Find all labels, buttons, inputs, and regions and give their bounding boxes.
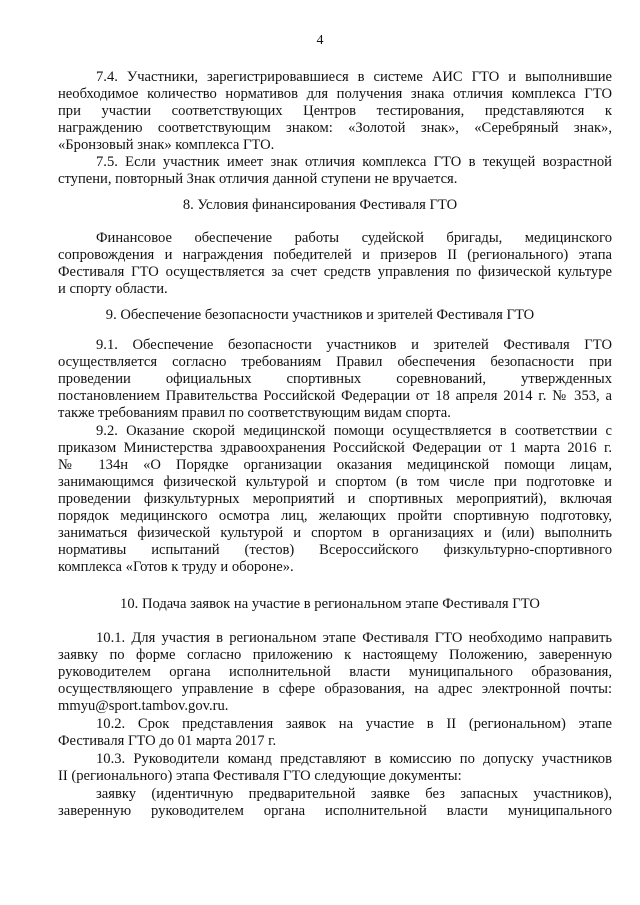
paragraph-line: осуществляющего управление в сфере образования, на адрес электронной почты: [58,681,612,697]
paragraph-line: необходимое количество нормативов для получения знака отличия комплекса ГТО [58,86,612,102]
paragraph-line: заявку (идентичную предварительной заявке без запасных участников), [96,786,612,802]
paragraph-line: 10.1. Для участия в региональном этапе Фестиваля ГТО необходимо направить [96,630,612,646]
paragraph-line: ступени, повторный Знак отличия данной ступени не вручается. [58,171,458,187]
paragraph-line: 10.2. Срок представления заявок на участие в II (региональном) этапе [96,716,612,732]
paragraph-line: постановлением Правительства Российской Федерации от 18 апреля 2014 г. № 353, а [58,388,612,404]
paragraph-line: 7.5. Если участник имеет знак отличия комплекса ГТО в текущей возрастной [96,154,612,170]
paragraph-line: Финансовое обеспечение работы судейской бригады, медицинского [96,230,612,246]
paragraph-line: II (регионального) этапа Фестиваля ГТО следующие документы: [58,768,462,784]
paragraph-line: приказом Министерства здравоохранения Российской Федерации от 1 марта 2016 г. [58,440,612,456]
paragraph-line: заверенную руководителем органа исполнительной власти муниципального [58,803,612,819]
section-heading: 9. Обеспечение безопасности участников и зрителей Фестиваля ГТО [105,307,535,323]
paragraph-line: также требованиям правил по соответствующим видам спорта. [58,405,451,421]
paragraph-line: порядок медицинского осмотра лиц, желающих пройти спортивную подготовку, [58,508,612,524]
paragraph-line: заявку по форме согласно приложению к настоящему Положению, заверенную [58,647,612,663]
paragraph-line: и спорту области. [58,281,168,297]
paragraph-line: Фестиваля ГТО осуществляется за счет средств управления по физической культуре [58,264,612,280]
paragraph-line: проведении официальных спортивных соревнований, утвержденных [58,371,612,387]
page-number: 4 [316,33,324,48]
paragraph-line: награждению соответствующим знаком: «Золотой знак», «Серебряный знак», [58,120,612,136]
paragraph-line: осуществляется согласно требованиям Правил обеспечения безопасности при [58,354,612,370]
paragraph-line: «Бронзовый знак» комплекса ГТО. [58,137,275,153]
paragraph-line: занимающимся физической культурой и спортом (в том числе при подготовке и [58,474,612,490]
paragraph-line: 9.1. Обеспечение безопасности участников и зрителей Фестиваля ГТО [96,337,612,353]
paragraph-line: заниматься физической культурой и спортом в организациях и (или) выполнить [58,525,612,541]
paragraph-line: сопровождения и награждения победителей и призеров II (регионального) этапа [58,247,612,263]
paragraph-line: 7.4. Участники, зарегистрировавшиеся в системе АИС ГТО и выполнившие [96,69,612,85]
paragraph-line: проведении физкультурных мероприятий и спортивных мероприятий), включая [58,491,612,507]
paragraph-line: комплекса «Готов к труду и обороне». [58,559,294,575]
paragraph-line: нормативы испытаний (тестов) Всероссийского физкультурно-спортивного [58,542,612,558]
paragraph-line: при участии соответствующих Центров тестирования, представляются к [58,103,612,119]
section-heading: 8. Условия финансирования Фестиваля ГТО [182,197,458,213]
paragraph-line: руководителем органа исполнительной власти муниципального образования, [58,664,612,680]
section-heading: 10. Подача заявок на участие в региональном этапе Фестиваля ГТО [120,596,540,612]
paragraph-line: 10.3. Руководители команд представляют в комиссию по допуску участников [96,751,612,767]
paragraph-line: № 134н «О Порядке организации оказания медицинской помощи лицам, [58,457,612,473]
paragraph-line: Фестиваля ГТО до 01 марта 2017 г. [58,733,277,749]
email-address: mmyu@sport.tambov.gov.ru. [58,698,229,714]
paragraph-line: 9.2. Оказание скорой медицинской помощи осуществляется в соответствии с [96,423,612,439]
